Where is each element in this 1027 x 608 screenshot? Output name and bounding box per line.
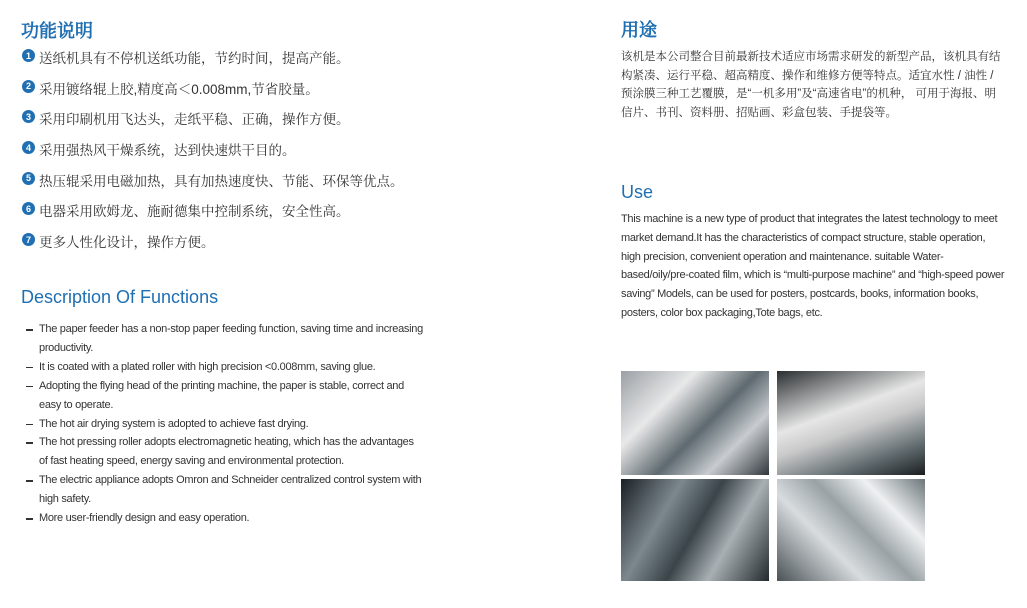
number-badge: 7 [22,233,35,246]
item-text: 采用印刷机用飞达头，走纸平稳、正确，操作方便。 [39,112,350,128]
list-item: It is coated with a plated roller with high precision <0.008mm, saving glue. [24,358,424,377]
machine-photo-rollers [621,479,769,581]
item-text: 采用镀络辊上胶,精度高＜0.008mm,节省胶量。 [39,81,319,97]
machine-photo-feeder [621,371,769,475]
machine-photo-control-unit [777,371,925,475]
list-item [22,139,404,170]
use-cn-text: 该机是本公司整合目前最新技术适应市场需求研发的新型产品，该机具有结构紧凑、运行平稳、超高精度、操作和维修方便等特点。适宜水性 / 油性 / 预涂膜三种工艺覆膜，是“一机多用”及“高速省电”的机种， 可用于海报、明信片、书刊、资料册、招贴画、彩盒包装、手提袋等。 [621,51,1001,119]
functions-cn-title: 功能说明 [21,21,93,41]
list-item: The electric appliance adopts Omron and Schneider centralized control system with high safety. [24,471,424,509]
number-badge: 1 [22,49,35,62]
item-text: 更多人性化设计，操作方便。 [39,235,215,251]
number-badge: 6 [22,202,35,215]
functions-en-list [24,320,424,528]
use-cn-title: 用途 [621,20,657,40]
list-item [22,170,404,201]
list-item: The hot air drying system is adopted to achieve fast drying. [24,415,424,434]
item-text: 采用强热风干燥系统，达到快速烘干目的。 [39,143,296,159]
list-item: More user-friendly design and easy operation. [24,509,424,528]
list-item [22,47,404,78]
list-item [22,231,404,262]
machine-photo-detail [777,479,925,581]
number-badge: 5 [22,172,35,185]
list-item: Adopting the flying head of the printing machine, the paper is stable, correct and easy to operate. [24,377,424,415]
number-badge: 3 [22,110,35,123]
list-item [22,200,404,231]
list-item: The hot pressing roller adopts electromagnetic heating, which has the advantages of fast heating speed, energy saving and environmental protection. [24,433,424,471]
functions-en-title: Description Of Functions [21,287,219,307]
list-item: The paper feeder has a non-stop paper feeding function, saving time and increasing productivity. [24,320,424,358]
use-en-title: Use [621,182,654,202]
number-badge: 4 [22,141,35,154]
item-text: 热压辊采用电磁加热，具有加热速度快、节能、环保等优点。 [39,173,404,189]
functions-cn-list [22,47,404,262]
list-item [22,78,404,109]
item-text: 送纸机具有不停机送纸功能，节约时间，提高产能。 [39,51,350,66]
number-badge: 2 [22,80,35,93]
list-item [22,108,404,139]
item-text: 电器采用欧姆龙、施耐德集中控制系统，安全性高。 [39,204,350,220]
use-en-text: This machine is a new type of product that integrates the latest technology to meet market demand.It has the characteristics of compact structure, stable operation, high precision, convenient operation and maintenance. suitable Water-based/oily/pre-coated film, which is “multi-purpose machine” and “high-speed power saving” Models, can be used for posters, postcards, books, information books, posters, color box packaging,Tote bags, etc. [621,213,1005,319]
